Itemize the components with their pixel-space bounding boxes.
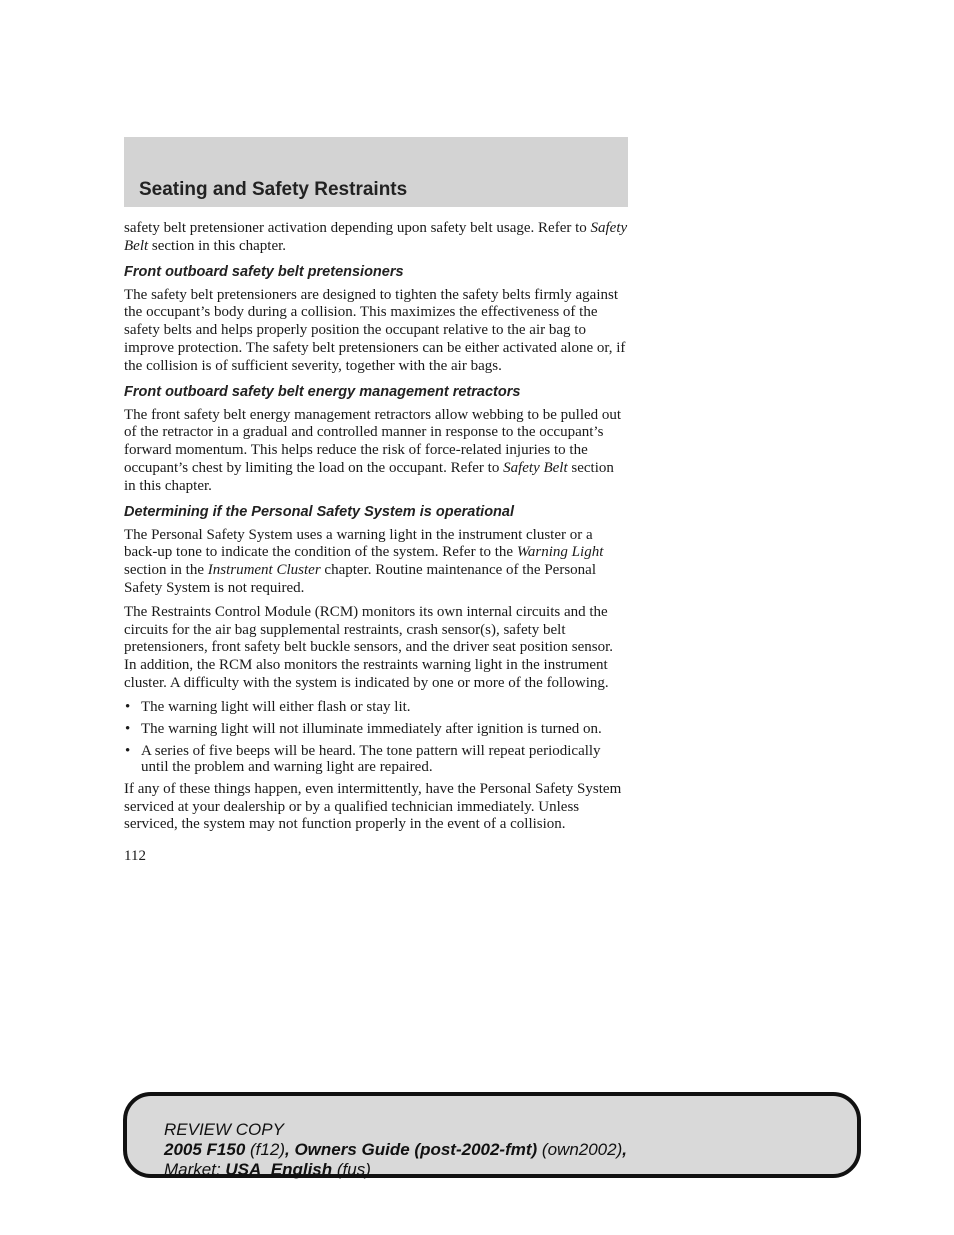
warning-light-reference: Warning Light [516, 544, 604, 561]
safety-belt-reference: Safety Belt [124, 220, 628, 254]
page-number: 112 [124, 848, 146, 865]
operational-paragraph-3: If any of these things happen, even intermittently, have the Personal Safety System serviced at your dealership or by a qualified technician immediately. Unless serviced, the system may not function properly in the event of a collision. [124, 780, 622, 833]
review-copy-label: REVIEW COPY [164, 1120, 284, 1139]
bullet-icon: • [125, 720, 131, 737]
model-code: (f12) [245, 1140, 285, 1159]
list-item: • A series of five beeps will be heard. The tone pattern will repeat periodically until the problem and warning light are repaired. [125, 742, 601, 775]
list-item: • The warning light will not illuminate immediately after ignition is turned on. [125, 720, 602, 737]
operational-heading: Determining if the Personal Safety System is operational [124, 503, 514, 520]
retractors-heading: Front outboard safety belt energy management retractors [124, 383, 521, 400]
market-name: USA_English [225, 1160, 333, 1179]
symptom-list [124, 699, 628, 775]
bullet-icon: • [125, 742, 131, 759]
market-line [164, 1160, 627, 1180]
bullet-icon: • [125, 698, 131, 715]
model-name: 2005 F150 [164, 1140, 246, 1159]
market-code: (fus) [332, 1160, 371, 1179]
publication-line: 2005 F150 (f12), Owners Guide (post-2002-fmt) (own2002), [164, 1140, 627, 1159]
footer-text [164, 1120, 627, 1180]
guide-name: Owners Guide (post-2002-fmt) [294, 1140, 538, 1159]
retractors-paragraph: The front safety belt energy management retractors allow webbing to be pulled out of the retractor in a gradual and controlled manner in response to the occupant’s forward momentum. This helps reduce the risk of force-related injuries to the occupant’s chest by limiting the load on the occupant. Refer to Safety Belt section in this chapter. [124, 406, 622, 494]
market-label: Market: [164, 1160, 226, 1179]
pretensioners-paragraph: The safety belt pretensioners are designed to tighten the safety belts firmly against the occupant’s body during a collision. This maximizes the effectiveness of the safety belts and helps properly position the occupant relative to the air bag to improve protection. The safety belt pretensioners can be either activated alone or, if the collision is of sufficient severity, together with the air bags. [124, 286, 626, 374]
guide-code: (own2002) [537, 1140, 623, 1159]
operational-paragraph-2: The Restraints Control Module (RCM) monitors its own internal circuits and the circuits for the air bag supplemental restraints, crash sensor(s), safety belt pretensioners, front safety belt buckle sensors, and the driver seat position sensor. In addition, the RCM also monitors the restraints warning light in the instrument cluster. A difficulty with the system is indicated by one or more of the following. [124, 603, 614, 691]
review-copy-footer [123, 1092, 861, 1178]
section-header-band [124, 137, 628, 207]
safety-belt-reference: Safety Belt [503, 459, 568, 476]
instrument-cluster-reference: Instrument Cluster [207, 562, 321, 579]
operational-paragraph-1: The Personal Safety System uses a warning light in the instrument cluster or a back-up tone to indicate the condition of the system. Refer to the Warning Light section in the Instrument Cluster chapter. Routine maintenance of the Personal Safety System is not required. [124, 526, 604, 596]
intro-paragraph: safety belt pretensioner activation depending upon safety belt usage. Refer to Safety Belt section in this chapter. [124, 220, 628, 254]
page-content [124, 220, 628, 866]
list-item: • The warning light will either flash or stay lit. [125, 698, 411, 715]
pretensioners-heading: Front outboard safety belt pretensioners [124, 263, 404, 280]
section-title: Seating and Safety Restraints [139, 179, 408, 200]
